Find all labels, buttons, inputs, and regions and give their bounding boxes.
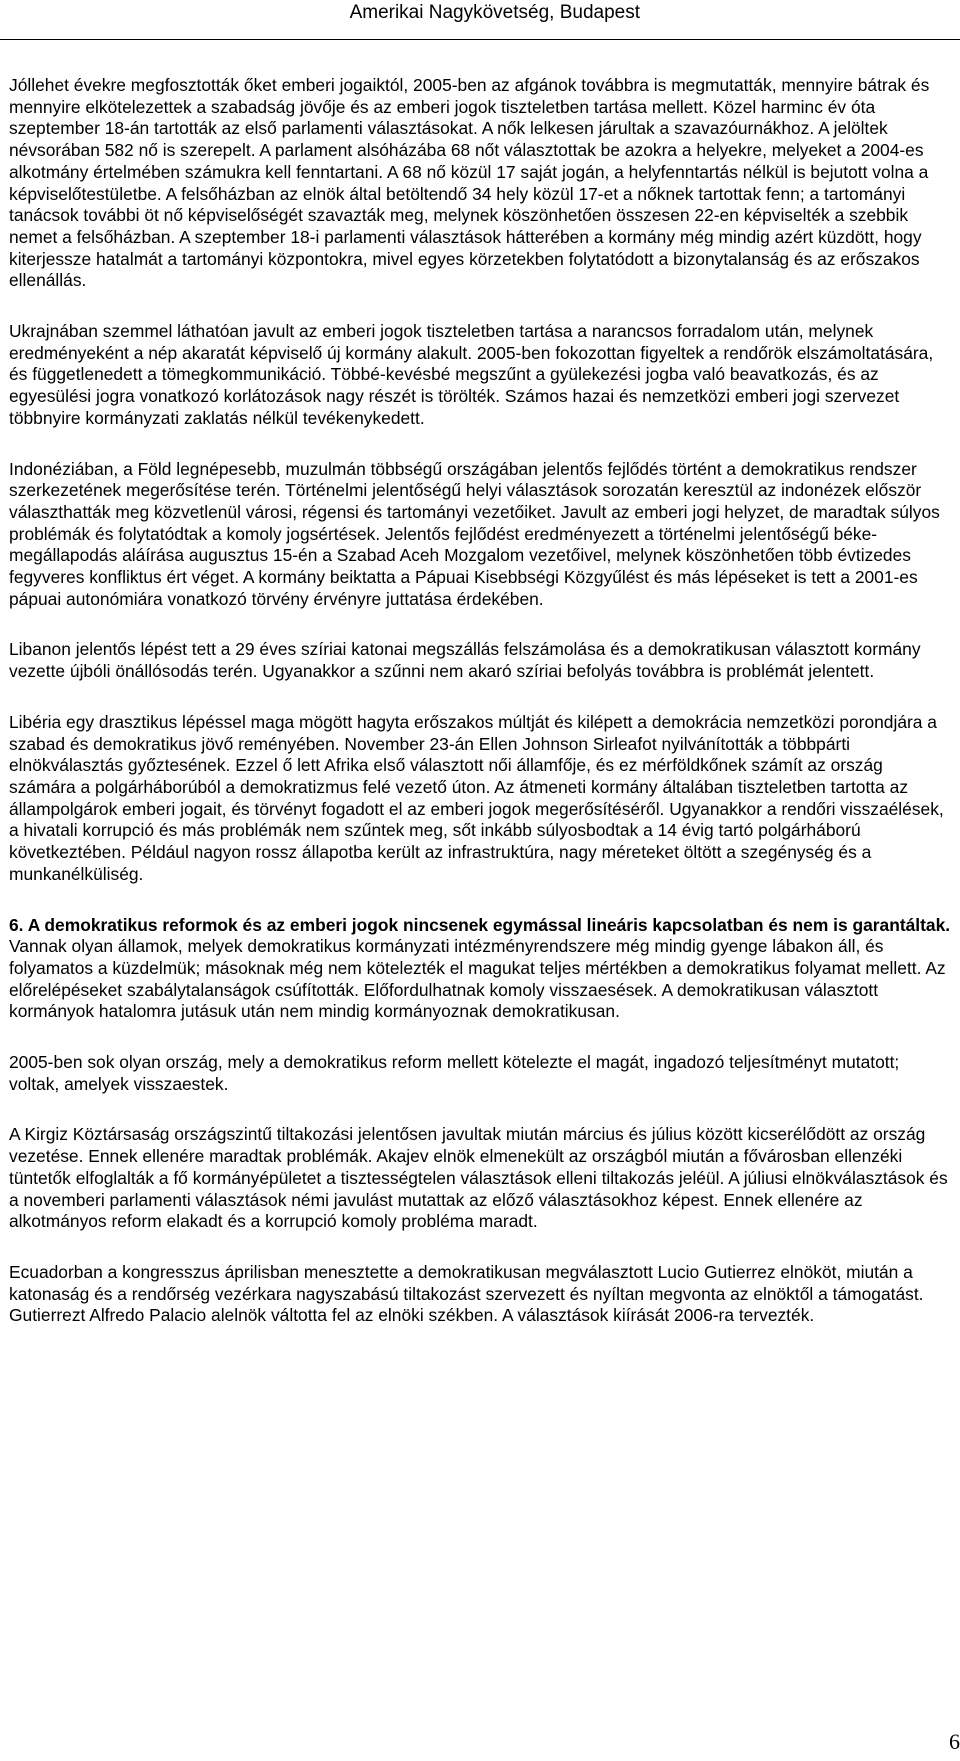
page-header-title: Amerikai Nagykövetség, Budapest: [349, 2, 640, 23]
page-number: 6: [949, 1729, 960, 1754]
paragraph-ukraine: Ukrajnában szemmel láthatóan javult az emberi jogok tiszteletben tartása a narancsos forradalom után, melynek eredményeként a nép akaratát képviselő új kormány alakult. 2005-ben fokozottan figyeltek a rendőrök elszámoltatására, és függetlenedett a tömegkommunikáció. Többé-kevésbé megszűnt a gyülekezési jogba való beavatkozás, és az egyesülési jogra vonatkozó korlátozások nagy részét is törölték. Számos hazai és nemzetközi emberi jogi szervezet többnyire kormányzati zaklatás nélkül tevékenykedett.: [9, 321, 934, 428]
section-6-heading: 6. A demokratikus reformok és az emberi jogok nincsenek egymással lineáris kapcsolatban és nem is garantáltak.: [9, 914, 951, 935]
document-body: [9, 75, 953, 1356]
section-6-text: Vannak olyan államok, melyek demokratikus kormányzati intézményrendszere még mindig gyenge lábakon áll, és folyamatos a küzdelmük; másoknak még nem kötelezték el magukat teljes mértékben a demokratikus folyamat mellett. Az előrelépéseket szabálytalanságok csúfították. Előfordulhatnak komoly visszaesések. A demokratikusan választott kormányok hatalomra jutásuk után nem mindig kormányoznak demokratikusan.: [9, 936, 946, 1022]
paragraph-lebanon: Libanon jelentős lépést tett a 29 éves szíriai katonai megszállás felszámolása és a demokratikusan választott kormány vezette újbóli önállósodás terén. Ugyanakkor a szűnni nem akaró szíriai befolyás továbbra is problémát jelentett.: [9, 639, 921, 682]
paragraph-2005-reform: 2005-ben sok olyan ország, mely a demokratikus reform mellett kötelezte el magát, ingadozó teljesítményt mutatott; voltak, amelyek visszaestek.: [9, 1052, 900, 1094]
paragraph-ecuador: Ecuadorban a kongresszus áprilisban menesztette a demokratikusan megválasztott Lucio Gutierrez elnököt, miután a katonaság és a rendőrség vezérkara nagyszabású tiltakozást szervezett és nyíltan megvonta az elnöktől a támogatást. Gutierrezt Alfredo Palacio alelnök váltotta fel az elnöki székben. A választások kiírását 2006-ra tervezték.: [9, 1261, 924, 1326]
paragraph-section-6: [9, 915, 953, 1024]
paragraph-liberia: Libéria egy drasztikus lépéssel maga mögött hagyta erőszakos múltját és kilépett a demokrácia nemzetközi porondjára a szabad és demokratikus jövő reményében. November 23-án Ellen Johnson Sirleafot nyilvánították a többpárti elnökválasztás győztesének. Ezzel ő lett Afrika első választott női államfője, és ez mérföldkőnek számít az ország számára a polgárháborúból a demokratizmus felé vezető úton. Az átmeneti kormány általában tiszteletben tartotta az állampolgárok emberi jogait, és törvényt fogadott el az emberi jogok megerősítéséről. Ugyanakkor a rendőri visszaélések, a hivatali korrupció és más problémák nem szűntek meg, sőt inkább súlyosbodtak a 14 évig tartó polgárháború következtében. Például nagyon rossz állapotba került az infrastruktúra, nagy méreteket öltött a szegénység és a munkanélküliség.: [9, 711, 944, 884]
paragraph-indonesia: Indonéziában, a Föld legnépesebb, muzulmán többségű országában jelentős fejlődés történt a demokratikus rendszer szerkezetének megerősítése terén. Történelmi jelentőségű helyi választások sorozatán keresztül az indonézek először választhatták meg közvetlenül városi, régensi és tartományi vezetőiket. Javult az emberi jogi helyzet, de maradtak súlyos problémák és folytatódtak a komoly jogsértések. Jelentős fejlődést eredményezett a történelmi jelentőségű béke-megállapodás aláírása augusztus 15-én a Szabad Aceh Mozgalom vezetőivel, melynek köszönhetően több évtizedes fegyveres konfliktus ért véget. A kormány beiktatta a Pápuai Kisebbségi Közgyűlést és más lépéseket is tett a 2001-es pápuai autonómiára vonatkozó törvény érvényre juttatása érdekében.: [9, 458, 940, 609]
paragraph-kyrgyz-republic: A Kirgiz Köztársaság országszintű tiltakozási jelentősen javultak miután március és július között kicserélődött az ország vezetése. Ennek ellenére maradtak problémák. Akajev elnök elmenekült az országból miután a fővárosban ellenzéki tüntetők elfoglalták a fő kormányépületet a tisztességtelen választások elleni tiltakozás jeléül. A júliusi elnökválasztások és a novemberi parlamenti választások némi javulást mutattak az előző választásokhoz képest. Ennek ellenére az alkotmányos reform elakadt és a korrupció komoly probléma maradt.: [9, 1124, 948, 1232]
header-divider: [0, 39, 960, 40]
paragraph-afghanistan: Jóllehet évekre megfosztották őket emberi jogaiktól, 2005-ben az afgánok továbbra is megmutatták, mennyire bátrak és mennyire elkötelezettek a szabadság jövője és az emberi jogok tiszteletben tartása mellett. Közel harminc év óta szeptember 18-án tartották az első parlamenti választásokat. A nők lelkesen járultak a szavazóurnákhoz. A jelöltek névsorában 582 nő is szerepelt. A parlament alsóházába 68 nőt választottak be azokra a helyekre, melyeket a 2004-es alkotmány értelmében számukra kell fenntartani. A 68 nő közül 17 saját jogán, a helyfenntartás nélkül is bejutott volna a képviselőtestületbe. A felsőházban az elnök által betöltendő 34 hely közül 17-et a nőknek tartottak fenn; a tartományi tanácsok további öt nő képviselőségét szavazták meg, melynek köszönhetően összesen 22-en képviselték a szebbik nemet a felsőházban. A szeptember 18-i parlamenti választások hátterében a kormány még mindig azért küzdött, hogy kiterjessze hatalmát a tartományi központokra, mivel egyes körzetekben folytatódott a bizonytalanság és az erőszakos ellenállás.: [9, 75, 930, 291]
